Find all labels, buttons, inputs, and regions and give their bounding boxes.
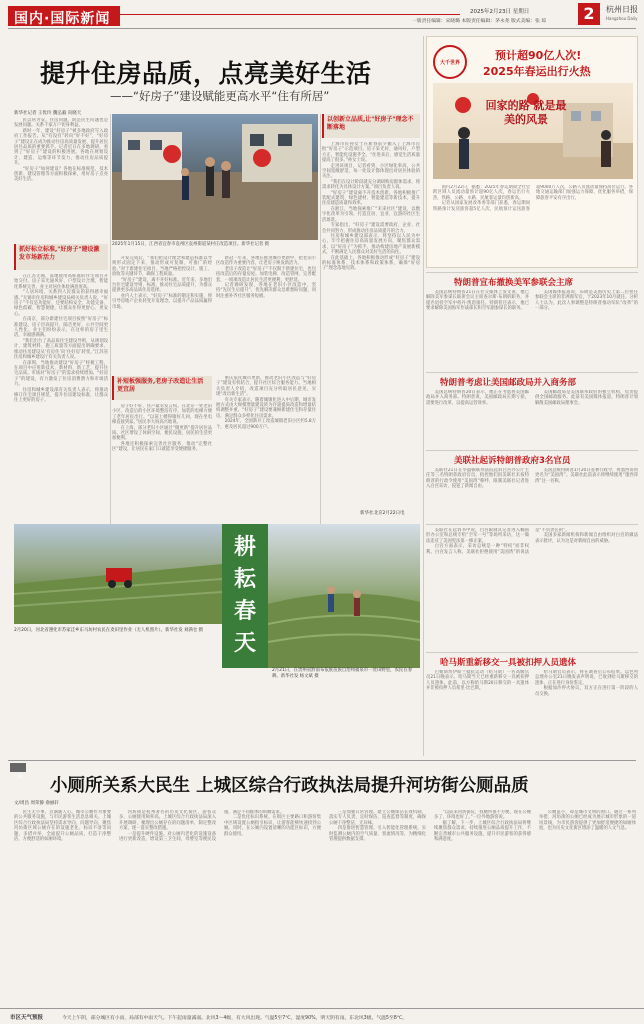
bottom-divider <box>8 760 636 761</box>
bottom-body: 民生无小事，点滴暖人心。城市公厕作为重要的公共服务设施，与市民游客生活息息相关。上城区综合行政执法局坚持需求导向、问题导向，聚焦河坊街区域公厕存在的设施老化、标识不清等问题，多措并举，全面提升公厕品质，打造干净整洁、方便舒适的如厕环境。 河坊街是杭州著名的历史文化街区，游客众多，公厕使用频率高。上城区综合行政执法局深入开展调研，梳理出公厕存在的问题清单，制定整改方案，逐一落实整改措施。 一是提升硬件设施。对公厕内老化的设施设备进行更新改造，增设第三卫生间、母婴室等便民设施，满足不同群体的如厕需求。 二是优化标识系统。在街区主要路口和游客集中区域设置公厕指引标识，让游客能够快速找到公厕。同时，在公厕内设置清晰的功能区标识，方便群众使用。 三是加强日常管理。建立公厕保洁长效机制，落实专人负责、定时保洁、巡查监督等制度，确保公厕干净整洁、无异味。 四是推进智慧管理。引入智能化管理系统，实时监测公厕内的空气质量、客流情况等，为精细化管理提供数据支撑。 “以前来河坊街玩，找厕所很不方便，现在公厕多了，环境也好了。”一位外地游客说。 据了解，下一步，上城区综合行政执法局将继续聚焦群众需求，持续推进公厕品质提升工作，不断完善城市公共服务设施，提升市民游客的获得感和满意度。 公厕虽小，却是城市文明的窗口。通过一系列举措，河坊街的公厕已经成为展示城市形象的一道风景线，为市民游客提供了更加舒适便捷的如厕体验，也为历史文化街区增添了温暖的人文气息。 <box>14 810 636 843</box>
lead-photo-illustration <box>112 114 318 240</box>
highlight-body: 国内2月22日，据悉：2025年春运期间全社会跨区域人员流动量预计超90亿人次，春运出行火热，铁路、公路、水路、民航客运量均创新高。 记者从国家发展改革委等部门获悉，春运期间铁路预计发送旅客超5亿人次，民航预计运送旅客超9000万人次，公路人员流动量保持高位运行。各地交通运输部门加强运力保障，优化服务举措，保障旅客平安有序出行。 <box>433 185 633 212</box>
lead-col3-text-b: 重庆依托城市更新，推动老旧小区改造与“好房子”建设有机结合，提升社区综合服务能力。当地相关负责人介绍，改造项目充分听取居民意见，实现“改出新生活”。 有关专家表示，随着城镇化进入中后期，城市发展方式由大规模增量建设转为存量提质改造和增量结构调整并重。“好房子”建设要兼顾新建住宅和存量住房，满足群众多样化住房需求。 2024年，全国新开工改造城镇老旧小区约5.8万个，惠及居民超过900万户。 <box>216 376 316 430</box>
lead-photo <box>112 114 318 240</box>
farm-banner <box>222 524 268 668</box>
banner-char-1: 耕 <box>233 535 256 560</box>
highlight-box <box>426 36 638 268</box>
right-story-4-title: 哈马斯重新移交一具被扣押人员遗体 <box>440 658 577 668</box>
banner-char-3: 春 <box>233 599 256 624</box>
bottom-title: 小厕所关系大民生 上城区综合行政执法局提升河坊街公厕品质 <box>50 776 529 796</box>
farm-caption-left: 2月20日，河北省遵化市苏家洼乡东马坊村农民在麦田里作业（无人机照片）。新华社发 刘满仓 摄 <box>14 628 203 633</box>
lead-subtitle: ——“好房子”建设赋能更高水平“住有所居” <box>110 89 330 103</box>
lead-dateline: 新华社北京2月22日电 <box>360 511 405 516</box>
farm-field-right <box>268 524 420 668</box>
paper-logo: 杭州日报 <box>606 5 638 14</box>
lead-col1-text-a: 民以居为安。住房问题，既是民生问题也是发展问题。关系千家万户切身利益。 新时一年，建设“好房子”被多地政府写入政府工作报告。从“有没有”转向“好不好”，“好房子”建设正在成为推动住房高质量发展、提升居民居住品质的重要抓手。记者近日在多地调研，看到了“好房子”建设的积极进展。各地在规划设计、建造、运维等环节发力，推动住房品质提升。 “好房子”如何建设？各地在标准规范、技术创新、建设管理等方面积极探索，用好房子点亮美好生活。 <box>14 118 108 183</box>
lead-col3-text-a: 新冠一年来，各地在推进城市更新中，把老旧小区改造作为重要内容，让老房子焕发新活力。 老房子改造让“好房子”不仅限于新建住宅，也包括改造后的存量房屋。加装电梯、改造管网、完善配套，一项项改造让居民生活更便利、更舒适。 记者调研发现，各地在老旧小区改造中，坚持“先民生后提升”，优先解决群众急难愁盼问题，同时注重补齐社区服务短板。 <box>216 256 316 299</box>
lead-col1-text-b: 在江苏无锡，落地使用高标准的住宅项目开始交付。房子采光通风好、户型设计合理，智能化系统完善，业主对居住体验满意度高。 “人居环境，关系到人民群众的获得感幸福感。”无锡市住房和城乡建设局相关负责人说，“好房子”不仅是功能好，还要结构安全、功能完备、绿色低碳、智慧便捷，让群众住得更舒心、更安心。 在南京，部分新建住宅项目按照“好房子”标准建设。房子层高提升、隔音更好，公共空间更人性化。业主们纷纷表示，在这样的房子里生活，幸福感满满。 “我们出台了高品质住宅建设导则，从规划设计、建筑材料、施工质量等方面提出明确要求，推动住房建设从‘有房住’向‘住好房’转变。”江苏省住房和城乡建设厅有关负责人说。 在深圳，当地推动建设“好房子”样板工程，在项目中应用新技术、新材料、新工艺，提升住宅品质。市场对“好房子”的需求持续增加。“好房子”的建设，有力激发了住房消费潜力和市场活力。 住房和城乡建设部有关负责人表示，将推动修订住宅项目规范，提升住房建设标准，让群众住上更好的房子。 <box>14 274 108 404</box>
right-story-4-body: 巴勒斯坦伊斯兰抵抗运动（哈马斯）一名高级官员21日晚表示，哈马斯当天已经重新移交一具被扣押人员遗体。此前，以方称哈马斯20日移交的一具遗体并非被扣押人员希里·比巴斯。 哈马斯官员表示，将在调查后公布结果。以色列总理办公室21日晚发表声明说，已收到哈马斯移交的遗体，正在进行身份鉴定。 根据加沙停火协议，双方正在进行第一阶段的人员交换。 <box>426 670 638 697</box>
right-story-2-title: 特朗普考虑让美国邮政局并入商务部 <box>440 378 577 388</box>
highlight-art-text: 回家的路 就是最美的风景 <box>485 99 567 126</box>
lead-title: 提升住房品质，点亮美好生活 <box>40 59 372 88</box>
lead-col2-text-b: 房子好不好，住户最有发言权。在北京一处老旧小区，改造后的小区环境整洁有序，加装的电梯方便了老年居民出行。“以前上楼得歇好几回，现在坐电梯直接到家。”居民李大妈高兴地说。 在上海，部分老旧小区通过“微更新”提升居住品质。社区增设了休闲空间、便民设施，居民的生活更加便利。 各地还积极探索完善社区服务，推动“完整社区”建设，让居民在家门口就能享受便捷服务。 <box>112 404 212 453</box>
date-line: 2025年2月23日 星期日 <box>470 9 530 15</box>
highlight-logo: 大千世界 <box>433 45 467 79</box>
highlight-title-2: 2025年春运出行火热 <box>483 65 591 78</box>
farm-photo-right <box>268 524 420 668</box>
farm-field-left <box>14 524 222 624</box>
farm-photo-left <box>14 524 222 624</box>
side-head-3: 以创新立品质,让"好房子"理念不断落地 <box>322 114 420 138</box>
bottom-byline: 文/周昌 周荣静 俞丽轩 <box>14 801 59 806</box>
bottom-tag: 一版 <box>10 763 26 772</box>
banner-char-4: 天 <box>233 631 256 656</box>
weather-text: 今天上午阴，部分城区有小雨，局部有中雨天气。下午起雨量减弱。北风3～4级，有大风出现。气温5至7℃，湿度90%，明天阴有雨。东北风3级。气温5至8℃。 <box>62 1015 408 1021</box>
lead-photo-caption: 2025年1月15日，江西省宜春市袁州区袁州街道某村庄改造项目。新华社记者 摄 <box>112 242 270 247</box>
farm-caption-right: 2月21日，在贵州省黔南布依族苗族自治州福泉市一处田野里，农民在春耕。新华社发 杨文斌 摄 <box>272 668 413 679</box>
lead-col2-text-a: 开发完成后，“我们把设计理念和建造标准以导则形式固定下来，推动形成可复制、可推广的经验。”对于新建住宅项目，当地严格把控设计、施工、验收等关键环节，确保工程质量。 “好房子”建设，离不开好标准。近年来，多地出台住宅建设导则、标准，推动住宅品质提升，为群众提供更多高品质住房选择。 业内人士表示，“好房子”标准的制定和实施，将引导房地产企业转变开发理念，以提升产品品质赢得市场。 <box>112 256 212 310</box>
weather-label: 市区天气预报 <box>10 1015 44 1021</box>
right-story-3-title: 美联社起诉特朗普政府3名官员 <box>454 456 571 466</box>
right-story-3-body: 美联社21日在华盛顿联邦法院起诉白宫办公厅主任等三名特朗普政府官员，指控他们因美联社未按特朗普的行政令使用“美国湾”称呼，限制美联社记者进入白宫采访，侵犯了新闻自由。 美国总统特朗普1月20日签署行政令，将墨西哥湾更名为“美国湾”。美联社此前表示将继续使用“墨西哥湾”这一名称。 <box>426 468 638 490</box>
highlight-illustration <box>433 83 633 179</box>
highlight-title-1: 预计超90亿人次! <box>495 49 582 62</box>
paper-logo-sub: Hangzhou Daily <box>606 16 638 21</box>
lead-byline: 新华社记者 王优玲 魏弘毅 向晓天 <box>14 111 82 116</box>
side-head-2: 补短板强服务,老房子改造让生活更宜居 <box>112 376 212 400</box>
page-number: 2 <box>583 4 595 23</box>
footer <box>0 1008 644 1024</box>
right-story-1-body: 美国总统特朗普21日在社交媒体上发文说，他已解除美军参谋长联席会议主席查尔斯·布朗的职务，并提名退役空军中将丹·凯恩接任。特朗普还表示，他已要求解除美国海军作战部长和空军副参谋长的职务。 美国媒体报道说，布朗是美国历史上第二位担任参联会主席的非洲裔军官，于2023年10月就任。分析人士认为，此次人事调整是特朗普推动军队“改革”的一部分。 <box>426 290 638 312</box>
masthead <box>0 0 644 30</box>
lead-col4-text: 上海市民孙女士在新春前夕搬入了上海市首批“好房子”示范项目。房子采光好、通风好，户型方正，智能化设施齐全。“住进来后，感觉生活质量提高了很多。”孙女士说。 走进该项目，记者看到，小区绿化率高，公共空间宽敞舒适，每一处设计都体现出对居住体验的关注。 “我们在设计阶段就充分调研购房群体需求，将需求转化为具体设计方案。”项目负责人说。 “好房子”建设离不开技术创新。各地积极推广装配式建筑、绿色建材、智能建造等新技术，提升住房建造质量和效率。 在浙江，当地探索推广“未来社区”建设，以数字化改革为引领，打造宜居、宜业、宜游的社区生活场景。 专家指出，“好房子”建设需要政府、企业、社会共同努力，形成推动住房品质提升的合力。 住房和城乡建设部表示，将坚持以人民为中心，牢牢把握住房高质量发展方向，聚焦群众需求，以“好房子”为抓手，推动构建房地产发展新模式，不断满足人民群众对美好生活的向往。 在此基础上，各地积极推动形成“好房子”建设的标准体系、技术体系和政策体系，确保“好房子”理念落地见效。 <box>322 142 420 272</box>
section-label <box>8 6 120 26</box>
page-number-box <box>578 3 600 25</box>
right-story-1-title: 特朗普宣布撤换美军参联会主席 <box>454 278 574 288</box>
banner-char-2: 耘 <box>233 567 256 592</box>
section-title: 国内·国际新闻 <box>14 11 111 27</box>
right-lower-text: 美联社在起诉书中说，白宫限制其记者进入椭圆形办公室和总统专机“空军一号”等场所采访，这一做法违反了美国宪法第一修正案。 白宫方面表示，采访总统是一种“特权”而非权利。白宫发言人称，美联社拒绝使用“美国湾”的说法是“不负责任的”。 美国多家新闻机构和新闻自由组织对白宫的做法表示批评，认为这是对新闻自由的威胁。 <box>426 528 638 555</box>
editors-line: 一版责任编辑：宋晓璐 本版责任编辑：茅永尧 版式美编：张 琼 <box>412 19 547 24</box>
travel-illustration <box>433 83 633 179</box>
side-head-1: 抓好标立标准,"好房子"建设激发市场新活力 <box>14 244 108 270</box>
right-story-2-body: 美国总统特朗普20日表示，他正在考虑将美国邮政局并入商务部。特朗普说，美国邮政局长期亏损，需要进行改革，以提高运营效率。 美国邮政局是美国联邦政府的独立机构，负责提供全国邮政服务。此前有美国媒体报道，特朗普计划解散美国邮政局理事会。 <box>426 390 638 406</box>
